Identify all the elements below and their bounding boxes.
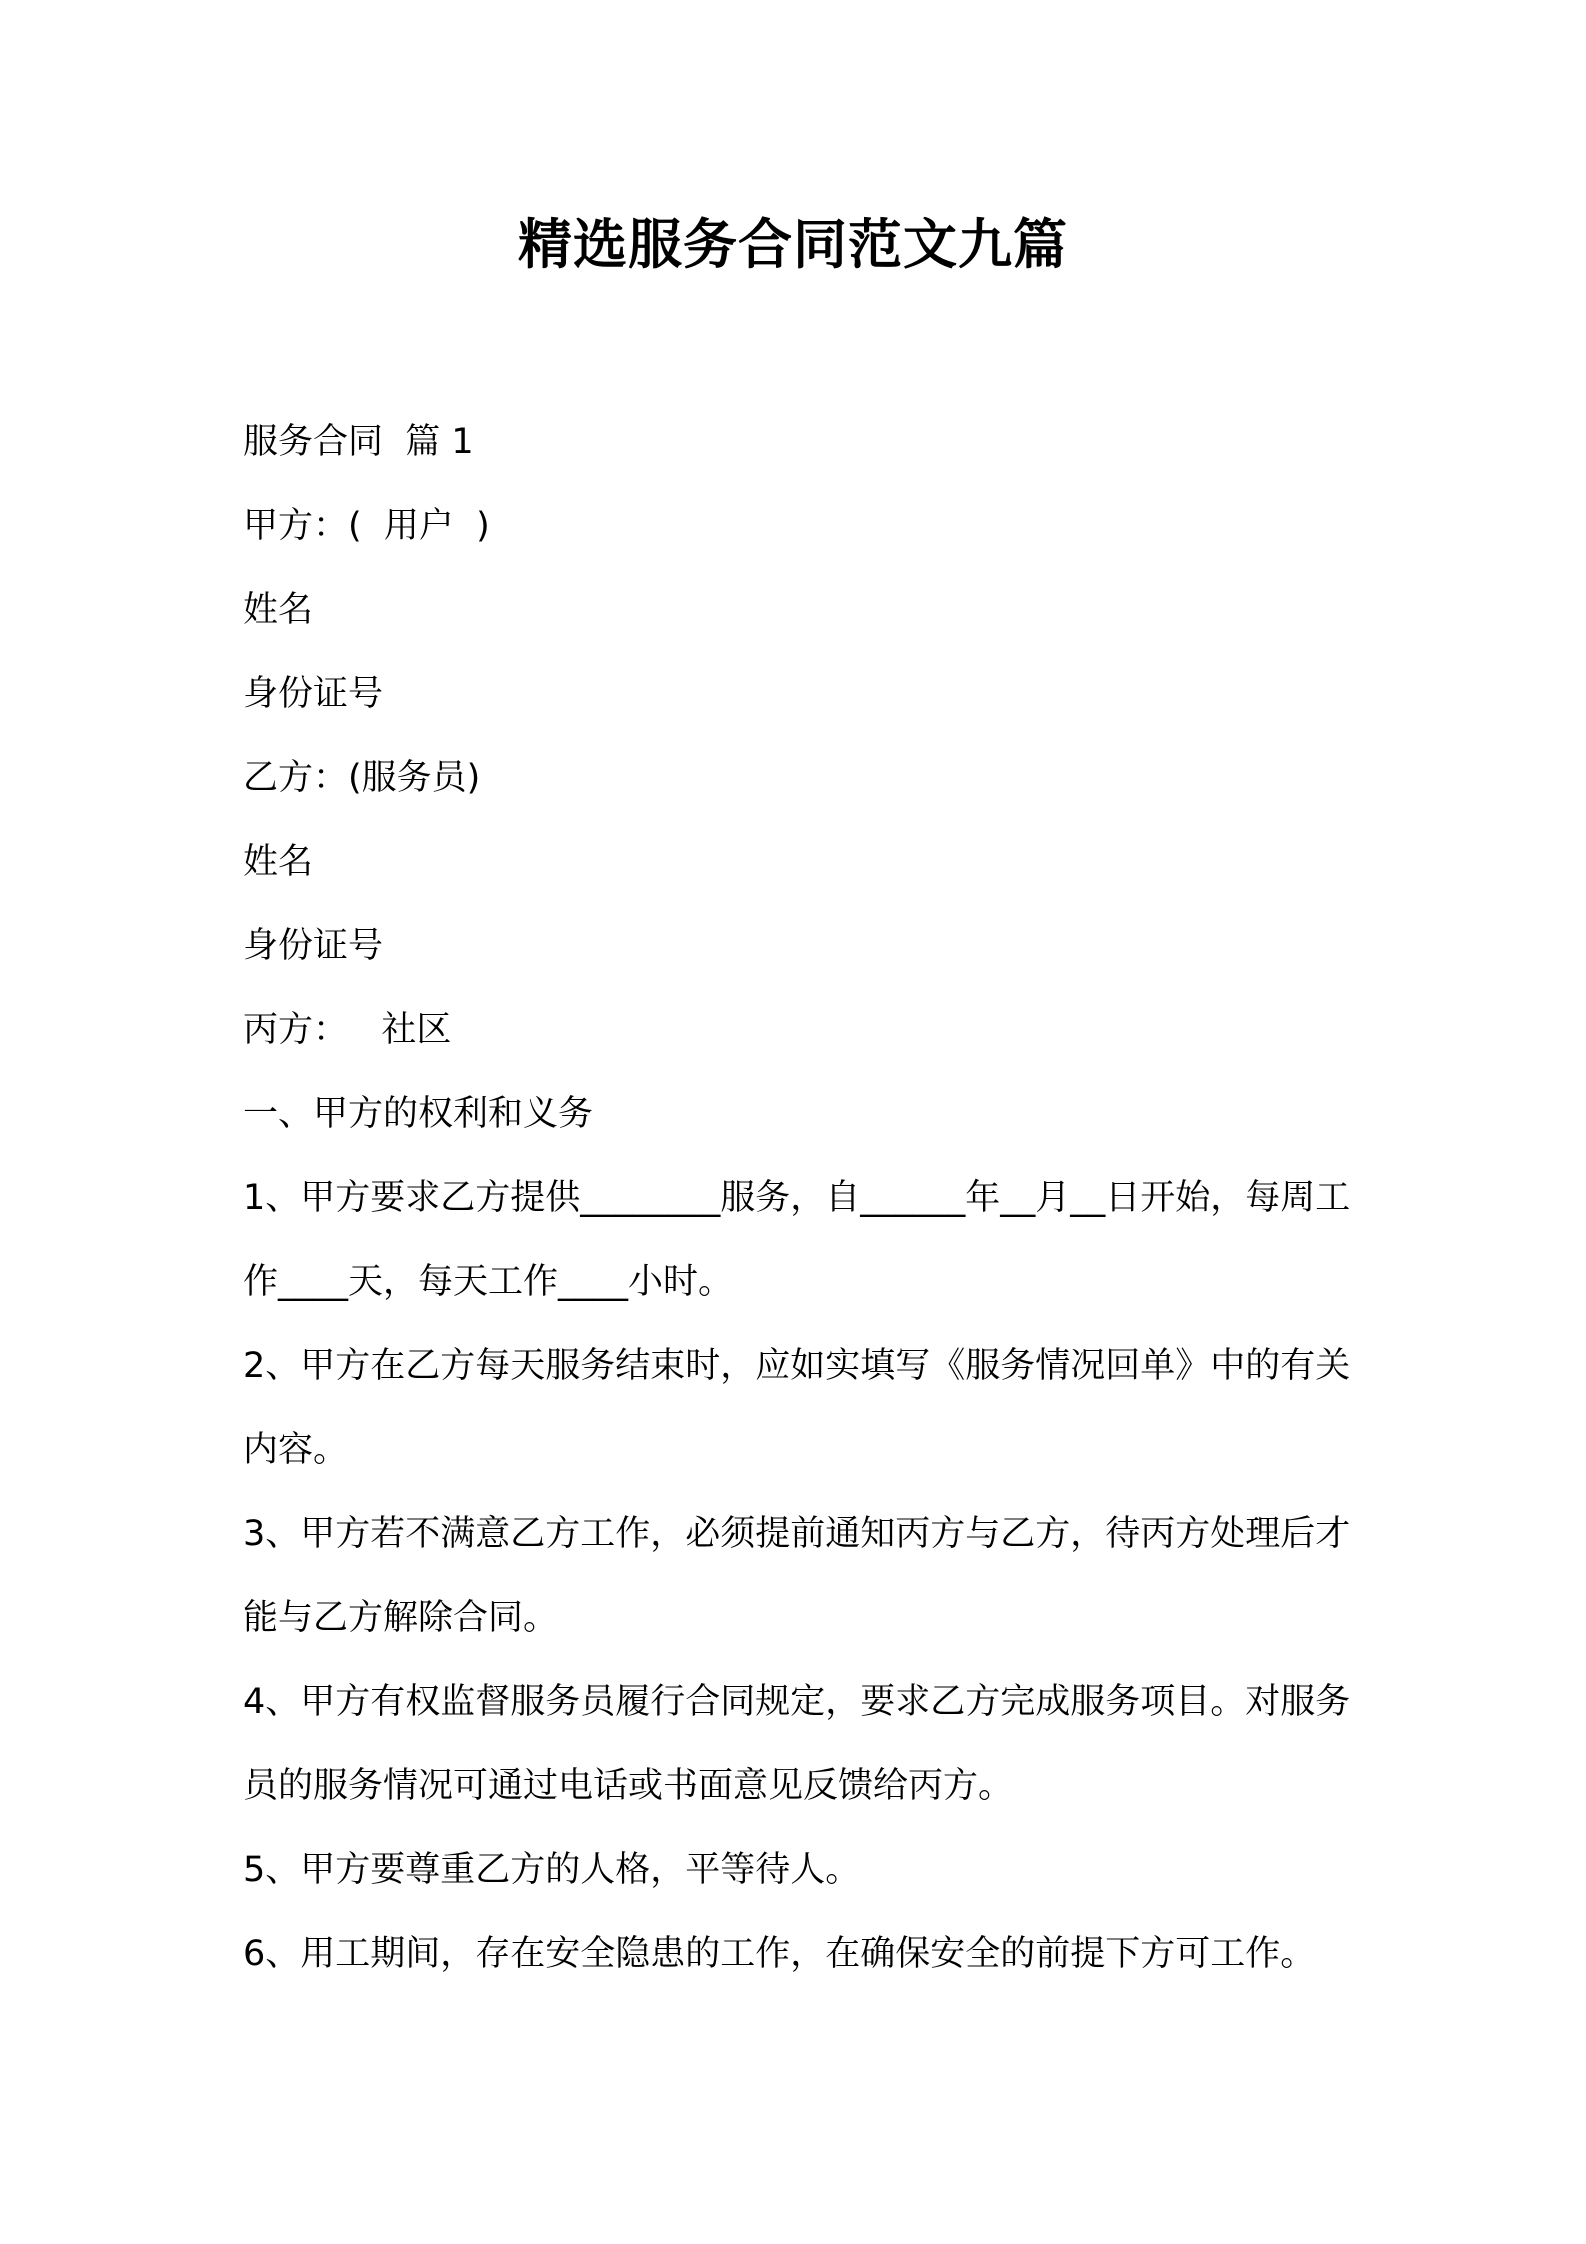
party-b-id-label: 身份证号 (243, 926, 384, 966)
clause-paragraph: 3、甲方若不满意乙方工作，必须提前通知丙方与乙方，待丙方处理后才能与乙方解除合同。 (243, 1514, 1351, 1638)
party-b-label: 乙方：(服务员) (243, 758, 481, 798)
party-a-label: 甲方：( 用户 ) (243, 506, 490, 546)
document-title: 精选服务合同范文九篇 (518, 213, 1068, 276)
clause-heading: 一、甲方的权利和义务 (243, 1094, 594, 1134)
clause-paragraph: 6、用工期间，存在安全隐患的工作，在确保安全的前提下方可工作。 (243, 1934, 1316, 1974)
party-c-label: 丙方： 社区 (243, 1010, 452, 1050)
party-a-id-label: 身份证号 (243, 674, 384, 714)
party-a-name-label: 姓名 (243, 590, 314, 630)
document-body (243, 400, 1373, 1996)
section-heading: 服务合同 篇 1 (243, 422, 474, 462)
clause-paragraph: 1、甲方要求乙方提供________服务，自______年__月__日开始，每周工作____天，每天工作____小时。 (243, 1178, 1351, 1302)
clause-paragraph: 4、甲方有权监督服务员履行合同规定，要求乙方完成服务项目。对服务员的服务情况可通过电话或书面意见反馈给丙方。 (243, 1682, 1351, 1806)
clause-paragraph: 2、甲方在乙方每天服务结束时，应如实填写《服务情况回单》中的有关内容。 (243, 1346, 1351, 1470)
party-b-name-label: 姓名 (243, 842, 314, 882)
clause-paragraph: 5、甲方要尊重乙方的人格，平等待人。 (243, 1850, 861, 1890)
